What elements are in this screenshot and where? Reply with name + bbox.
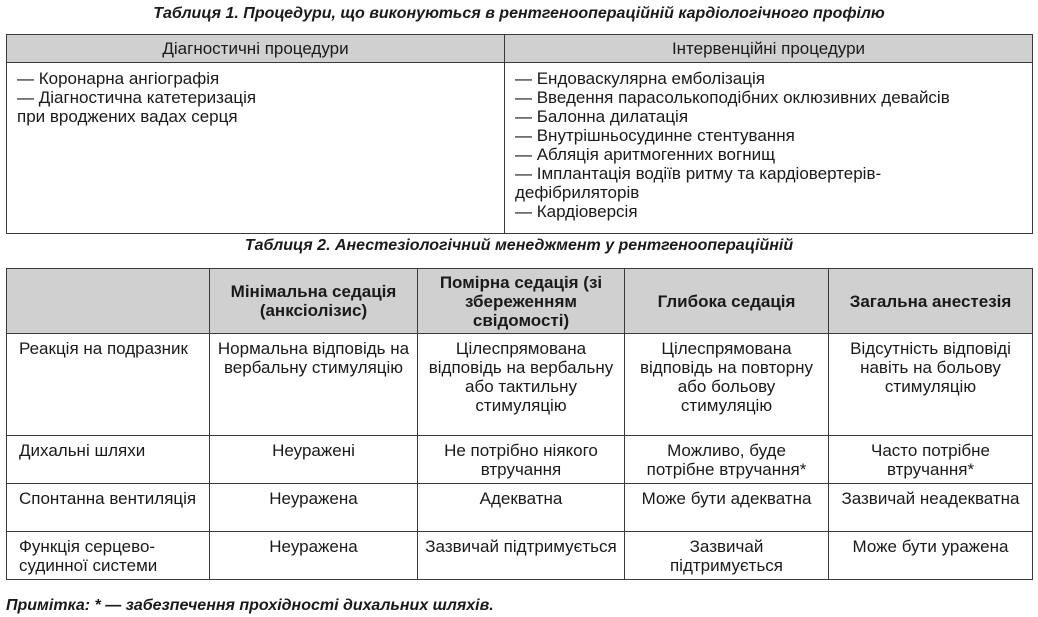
list-item: — Коронарна ангіографія	[17, 69, 220, 88]
footnote: Примітка: * — забезпечення прохідності дихальних шляхів.	[6, 597, 494, 614]
header-moderate-sedation: Помірна седація (зі збереженням свідомості)	[418, 269, 625, 334]
header-empty	[7, 269, 210, 334]
table-cell: Зазвичай підтримується	[418, 532, 625, 580]
table-cell: Зазвичай неадекватна	[829, 484, 1033, 532]
table-cell: Цілеспрямована відповідь на вербальну або тактильну стимуляцію	[418, 334, 625, 436]
list-item: — Абляція аритмогенних вогнищ	[515, 145, 776, 164]
table-cell: Не потрібно ніякого втручання	[418, 436, 625, 484]
table-cell: Цілеспрямована відповідь на повторну або больову стимуляцію	[625, 334, 829, 436]
table-cell: Неуражена	[210, 484, 418, 532]
table-row	[7, 334, 1033, 436]
table-cell: Може бути адекватна	[625, 484, 829, 532]
table-row	[7, 532, 1033, 580]
row-label: Дихальні шляхи	[7, 436, 210, 484]
list-item: — Балонна дилатація	[515, 107, 689, 126]
table-row	[7, 436, 1033, 484]
list-item: — Внутрішньосудинне стентування	[515, 126, 795, 145]
table-cell: Неуражені	[210, 436, 418, 484]
row-label: Реакція на подразник	[7, 334, 210, 436]
anesthesia-table	[6, 268, 1033, 580]
list-item: — Введення парасолькоподібних оклюзивних девайсів	[515, 88, 950, 107]
header-minimal-sedation: Мінімальна седація (анксіолізис)	[210, 269, 418, 334]
list-item: — Ендоваскулярна емболізація	[515, 69, 765, 88]
header-interventional: Інтервенційні процедури	[505, 35, 1033, 63]
list-item: — Кардіоверсія	[515, 202, 638, 221]
header-diagnostic: Діагностичні процедури	[7, 35, 505, 63]
table-cell: Адекватна	[418, 484, 625, 532]
table-cell: Зазвичай підтримується	[625, 532, 829, 580]
table-cell: Відсутність відповіді навіть на больову стимуляцію	[829, 334, 1033, 436]
table-cell: Часто потрібне втручання*	[829, 436, 1033, 484]
table-row	[7, 484, 1033, 532]
table-cell: Нормальна відповідь на вербальну стимуляцію	[210, 334, 418, 436]
list-item: — Діагностична катетеризація	[17, 88, 257, 107]
table-cell: Можливо, буде потрібне втручання*	[625, 436, 829, 484]
diagnostic-cell	[7, 63, 505, 234]
list-item: при вроджених вадах серця	[17, 107, 238, 126]
row-label: Спонтанна вентиляція	[7, 484, 210, 532]
list-item: дефібриляторів	[515, 183, 640, 202]
row-label: Функція серцево-судинної системи	[7, 532, 210, 580]
table2-caption: Таблиця 2. Анестезіологічний менеджмент у рентгеноопераційній	[244, 237, 794, 254]
procedures-table	[6, 34, 1033, 234]
table-cell: Неуражена	[210, 532, 418, 580]
interventional-cell	[505, 63, 1033, 234]
table1-caption: Таблиця 1. Процедури, що виконуються в рентгеноопераційній кардіологічного профілю	[153, 5, 885, 22]
header-general-anesthesia: Загальна анестезія	[829, 269, 1033, 334]
list-item: — Імплантація водіїв ритму та кардіовертерів-	[515, 164, 882, 183]
table-cell: Може бути уражена	[829, 532, 1033, 580]
header-deep-sedation: Глибока седація	[625, 269, 829, 334]
